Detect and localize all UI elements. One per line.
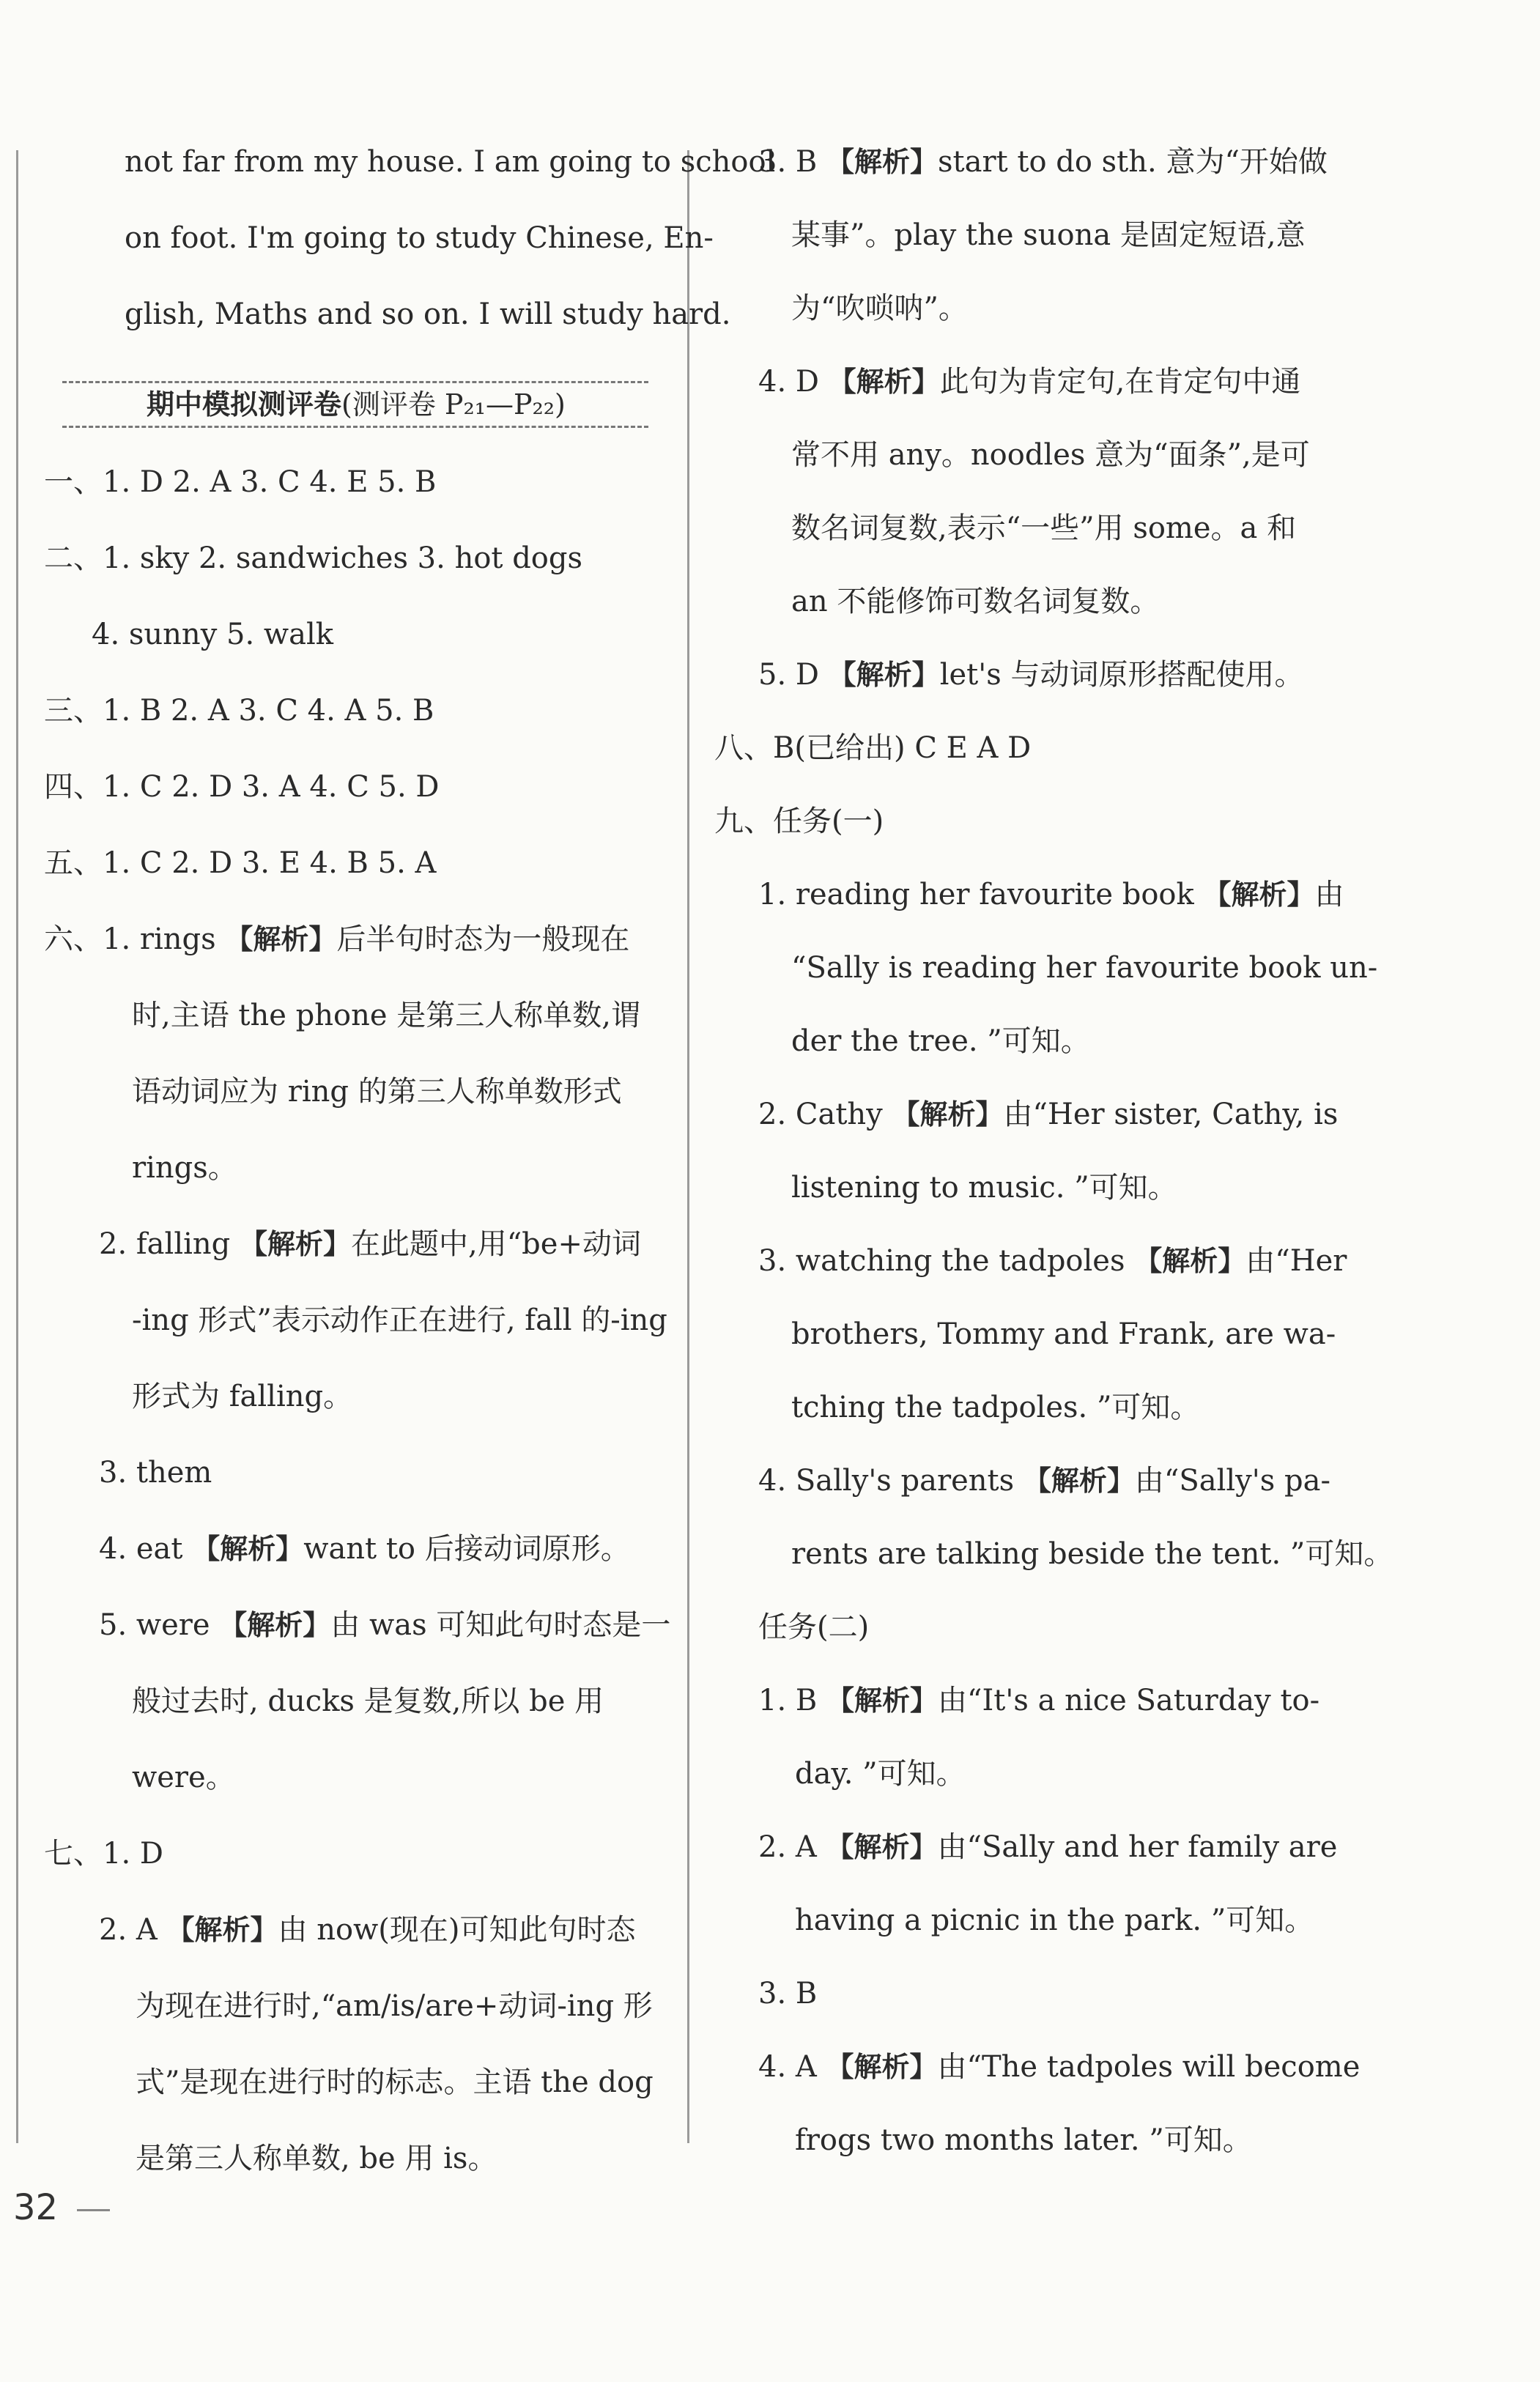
answer-line: -ing 形式”表示动作正在进行, fall 的-ing — [132, 1303, 667, 1337]
answer-line: day. ”可知。 — [795, 1757, 966, 1791]
answer-line: 语动词应为 ring 的第三人称单数形式 — [132, 1075, 622, 1109]
page-number-rule — [77, 2209, 110, 2211]
answer-line: 4. sunny 5. walk — [92, 618, 333, 651]
intro-line: glish, Maths and so on. I will study hard. — [125, 297, 731, 331]
answer-line: 八、B(已给出) C E A D — [714, 731, 1032, 765]
intro-line: not far from my house. I am going to school — [125, 145, 776, 179]
answer-line: brothers, Tommy and Frank, are wa- — [791, 1317, 1336, 1351]
answer-line: der the tree. ”可知。 — [791, 1024, 1090, 1058]
answer-line: frogs two months later. ”可知。 — [795, 2123, 1252, 2157]
intro-line: on foot. I'm going to study Chinese, En- — [125, 221, 714, 255]
answer-line: 是第三人称单数, be 用 is。 — [136, 2142, 497, 2175]
analysis-tag: 【解析】 — [219, 1609, 331, 1641]
answer-line: 一、1. D 2. A 3. C 4. E 5. B — [44, 465, 437, 499]
answer-line: 2. A 【解析】由“Sally and her family are — [758, 1830, 1338, 1864]
analysis-tag: 【解析】 — [826, 1684, 939, 1717]
answer-line: 4. eat 【解析】want to 后接动词原形。 — [99, 1532, 630, 1566]
answer-line: 5. D 【解析】let's 与动词原形搭配使用。 — [758, 658, 1304, 692]
answer-line: an 不能修饰可数名词复数。 — [791, 585, 1160, 618]
analysis-tag: 【解析】 — [192, 1533, 304, 1565]
answer-line: 2. A 【解析】由 now(现在)可知此句时态 — [99, 1913, 636, 1947]
answer-line: 2. falling 【解析】在此题中,用“be+动词 — [99, 1227, 641, 1261]
left-margin-rule — [16, 150, 18, 2143]
answer-line: rings。 — [132, 1151, 237, 1185]
answer-line: “Sally is reading her favourite book un- — [791, 951, 1378, 985]
answer-line: 5. were 【解析】由 was 可知此句时态是一 — [99, 1608, 671, 1642]
answer-line: 1. reading her favourite book 【解析】由 — [758, 878, 1344, 911]
answer-line: 七、1. D — [44, 1837, 163, 1871]
section-title: 期中模拟测评卷 — [147, 388, 342, 421]
answer-line: 某事”。play the suona 是固定短语,意 — [791, 218, 1306, 252]
analysis-tag: 【解析】 — [826, 2051, 938, 2083]
answer-line: 4. D 【解析】此句为肯定句,在肯定句中通 — [758, 365, 1301, 399]
analysis-tag: 【解析】 — [240, 1228, 352, 1260]
section-header — [62, 381, 648, 428]
analysis-tag: 【解析】 — [1203, 879, 1315, 911]
answer-line: 形式为 falling。 — [132, 1380, 353, 1413]
answer-line: tching the tadpoles. ”可知。 — [791, 1391, 1200, 1424]
answer-line: 五、1. C 2. D 3. E 4. B 5. A — [44, 846, 437, 880]
section-subtitle: (测评卷 P₂₁—P₂₂) — [341, 388, 566, 421]
answer-line: 3. them — [99, 1456, 212, 1490]
answer-line: 二、1. sky 2. sandwiches 3. hot dogs — [44, 541, 583, 575]
answer-line: 常不用 any。noodles 意为“面条”,是可 — [791, 438, 1310, 472]
answer-line: were。 — [132, 1761, 235, 1794]
analysis-tag: 【解析】 — [1134, 1245, 1246, 1277]
answer-line: 式”是现在进行时的标志。主语 the dog — [136, 2065, 654, 2099]
answer-line: 三、1. B 2. A 3. C 4. A 5. B — [44, 694, 434, 728]
answer-line: 2. Cathy 【解析】由“Her sister, Cathy, is — [758, 1098, 1339, 1131]
page-number: 32 — [13, 2187, 59, 2228]
answer-line: 数名词复数,表示“一些”用 some。a 和 — [791, 511, 1297, 545]
analysis-tag: 【解析】 — [1023, 1465, 1135, 1497]
answer-line: 任务(二) — [758, 1610, 870, 1644]
answer-line: 为现在进行时,“am/is/are+动词-ing 形 — [136, 1989, 653, 2023]
answer-line: listening to music. ”可知。 — [791, 1171, 1177, 1205]
answer-line: 为“吹唢呐”。 — [791, 292, 968, 325]
answer-line: 4. Sally's parents 【解析】由“Sally's pa- — [758, 1464, 1330, 1498]
answer-line: 3. B — [758, 1977, 818, 2011]
answer-line: 时,主语 the phone 是第三人称单数,谓 — [132, 999, 640, 1032]
answer-line: 六、1. rings 【解析】后半句时态为一般现在 — [44, 922, 630, 956]
analysis-tag: 【解析】 — [828, 366, 940, 398]
answer-line: rents are talking beside the tent. ”可知。 — [791, 1537, 1393, 1571]
analysis-tag: 【解析】 — [166, 1914, 278, 1946]
answer-line: 3. watching the tadpoles 【解析】由“Her — [758, 1244, 1347, 1278]
analysis-tag: 【解析】 — [826, 1831, 938, 1863]
analysis-tag: 【解析】 — [828, 659, 940, 691]
answer-line: 1. B 【解析】由“It's a nice Saturday to- — [758, 1684, 1320, 1717]
answer-line: 四、1. C 2. D 3. A 4. C 5. D — [44, 770, 440, 804]
answer-line: 3. B 【解析】start to do sth. 意为“开始做 — [758, 145, 1328, 179]
analysis-tag: 【解析】 — [892, 1098, 1004, 1131]
answer-line: 4. A 【解析】由“The tadpoles will become — [758, 2050, 1361, 2084]
answer-line: having a picnic in the park. ”可知。 — [795, 1904, 1314, 1937]
answer-line: 般过去时, ducks 是复数,所以 be 用 — [132, 1684, 604, 1718]
column-divider — [687, 150, 689, 2143]
answer-line: 九、任务(一) — [714, 805, 884, 838]
analysis-tag: 【解析】 — [225, 923, 337, 955]
analysis-tag: 【解析】 — [826, 146, 939, 178]
